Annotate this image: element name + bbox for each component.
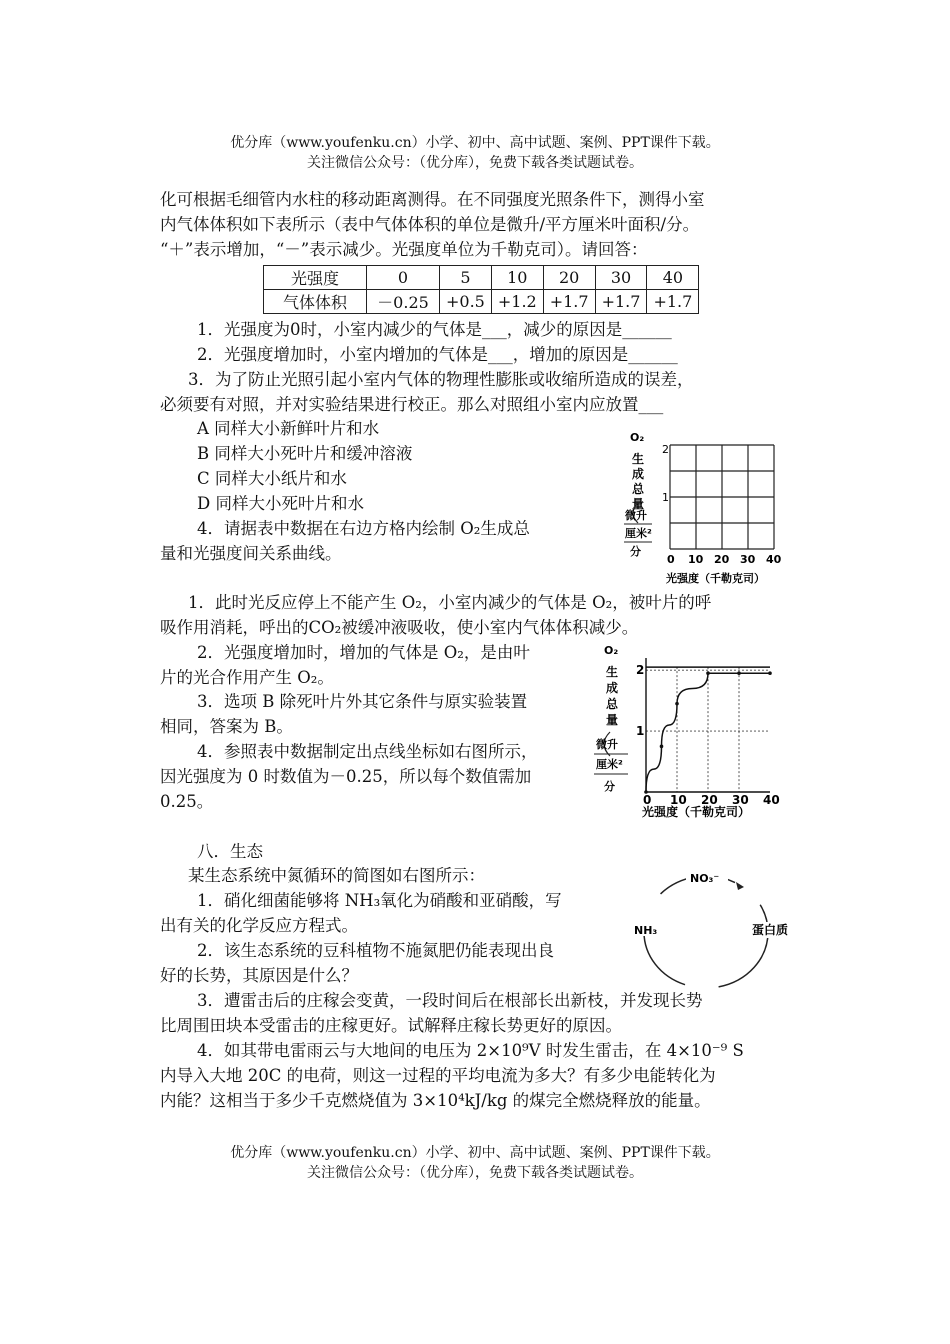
section-8-q3-line-1: 3．遭雷击后的庄稼会变黄，一段时间后在根部长出新枝，并发现长势	[197, 991, 703, 1010]
grid-y-label-top: O₂	[630, 431, 645, 444]
chart-point	[706, 671, 710, 675]
intro-line-3: “＋”表示增加，“－”表示减少。光强度单位为千勒克司）。请回答：	[160, 240, 648, 259]
grid-y-unit-2: 厘米²	[625, 527, 652, 540]
question-4-line-2: 量和光强度间关系曲线。	[160, 544, 342, 563]
option-d: D 同样大小死叶片和水	[197, 494, 364, 513]
chart-y-unit-3: 分	[604, 780, 615, 793]
answer-2-line-2: 片的光合作用产生 O₂。	[160, 668, 334, 687]
question-1: 1．光强度为0时，小室内减少的气体是___，减少的原因是______	[197, 320, 672, 339]
table-cell: 5	[440, 266, 492, 290]
table-row-light	[264, 266, 699, 290]
answer-2-line-1: 2．光强度增加时，增加的气体是 O₂，是由叶	[197, 643, 530, 662]
option-b: B 同样大小死叶片和缓冲溶液	[197, 444, 413, 463]
intro-line-2: 内气体体积如下表所示（表中气体体积的单位是微升/平方厘米叶面积/分。	[160, 215, 700, 234]
grid-y-char: 总	[632, 482, 645, 496]
table-cell: +1.2	[491, 290, 543, 314]
table-cell: 10	[491, 266, 543, 290]
chart-x-tick: 10	[670, 793, 687, 807]
question-2: 2．光强度增加时，小室内增加的气体是___，增加的原因是______	[197, 345, 678, 364]
answer-4-line-1: 4．参照表中数据制定出点线坐标如右图所示，	[197, 742, 538, 761]
section-8-q4-line-2: 内导入大地 20C 的电荷，则这一过程的平均电流为多大？有多少电能转化为	[160, 1066, 716, 1085]
intro-line-1: 化可根据毛细管内水柱的移动距离测得。在不同强度光照条件下，测得小室	[160, 190, 705, 209]
chart-point	[675, 702, 679, 706]
grid-x-tick: 30	[740, 553, 756, 566]
question-3-line-2: 必须要有对照，并对实验结果进行校正。那么对照组小室内应放置___	[160, 395, 664, 414]
option-c: C 同样大小纸片和水	[197, 469, 347, 488]
table-cell: －0.25	[367, 290, 440, 314]
grid-y-char: 生	[632, 452, 645, 466]
chart-x-tick: 0	[643, 793, 652, 807]
section-8-intro: 某生态系统中氮循环的简图如右图所示：	[188, 866, 485, 885]
table-cell: 30	[595, 266, 647, 290]
chart-y-tick: 1	[636, 724, 645, 739]
header-line-1: 优分库（www.youfenku.cn）小学、初中、高中试题、案例、PPT课件下载。	[230, 135, 720, 151]
section-8-q2-line-2: 好的长势，其原因是什么？	[160, 966, 358, 985]
section-8-q2-line-1: 2．该生态系统的豆科植物不施氮肥仍能表现出良	[197, 941, 554, 960]
chart-y-char: 量	[606, 713, 619, 727]
table-row-volume	[264, 290, 699, 314]
grid-x-tick: 10	[688, 553, 704, 566]
section-8-q4-line-1: 4．如其带电雷雨云与大地间的电压为 2×10⁹V 时发生雷击，在 4×10⁻⁹ S	[197, 1041, 744, 1060]
grid-y-tick: 1	[662, 491, 669, 504]
answer-1-line-1: 1．此时光反应停上不能产生 O₂，小室内减少的气体是 O₂，被叶片的呼	[188, 593, 712, 612]
table-cell: 光强度	[264, 266, 367, 290]
footer-line-2: 关注微信公众号：（优分库），免费下载各类试题试卷。	[307, 1165, 643, 1181]
chart-y-unit-1: 微升	[596, 738, 618, 751]
answer-3-line-1: 3．选项 B 除死叶片外其它条件与原实验装置	[197, 692, 528, 711]
answer-4-line-2: 因光强度为 0 时数值为－0.25，所以每个数值需加	[160, 767, 532, 786]
chart-x-tick: 30	[732, 793, 749, 807]
empty-grid-figure	[620, 425, 795, 590]
question-3-line-1: 3．为了防止光照引起小室内气体的物理性膨胀或收缩所造成的误差，	[188, 370, 694, 389]
section-8-q3-line-2: 比周围田块本受雷击的庄稼更好。试解释庄稼长势更好的原因。	[160, 1016, 622, 1035]
table-cell: 气体体积	[264, 290, 367, 314]
question-4-line-1: 4．请据表中数据在右边方格内绘制 O₂生成总	[197, 519, 530, 538]
chart-point	[768, 671, 772, 675]
o2-curve-chart	[590, 640, 780, 820]
cycle-node-ammonia: NH₃	[634, 924, 658, 937]
chart-y-char: 生	[606, 665, 619, 679]
cycle-node-protein: 蛋白质	[752, 923, 789, 937]
nitrogen-cycle-diagram	[628, 862, 798, 992]
grid-x-label: 光强度（千勒克司）	[666, 572, 765, 585]
chart-y-char: 成	[606, 681, 619, 695]
section-8-title: 八．生态	[197, 842, 263, 861]
option-a: A 同样大小新鲜叶片和水	[197, 419, 380, 438]
section-8-q1-line-1: 1．硝化细菌能够将 NH₃氧化为硝酸和亚硝酸，写	[197, 891, 562, 910]
section-8-q4-line-3: 内能？这相当于多少千克燃烧值为 3×10⁴kJ/kg 的煤完全燃烧释放的能量。	[160, 1091, 711, 1110]
section-8-q1-line-2: 出有关的化学反应方程式。	[160, 916, 358, 935]
answer-3-line-2: 相同，答案为 B。	[160, 717, 293, 736]
grid-y-char: 成	[632, 467, 645, 481]
answer-4-line-3: 0.25。	[160, 792, 214, 811]
chart-point	[737, 671, 741, 675]
grid-y-char: 量	[632, 497, 645, 511]
chart-x-tick: 40	[763, 793, 780, 807]
cycle-node-nitrate: NO₃⁻	[690, 872, 720, 885]
grid-x-tick: 20	[714, 553, 730, 566]
grid-x-tick: 40	[766, 553, 782, 566]
table-cell: 0	[367, 266, 440, 290]
grid-y-unit-3: 分	[630, 545, 641, 558]
chart-x-tick: 20	[701, 793, 718, 807]
table-cell: +1.7	[543, 290, 595, 314]
table-cell: 20	[543, 266, 595, 290]
grid-y-unit-1: 微升	[625, 509, 647, 522]
table-cell: +1.7	[595, 290, 647, 314]
chart-y-tick: 2	[636, 663, 645, 678]
chart-y-unit-2: 厘米²	[596, 758, 623, 771]
footer-line-1: 优分库（www.youfenku.cn）小学、初中、高中试题、案例、PPT课件下载。	[230, 1145, 720, 1161]
table-cell: 40	[647, 266, 699, 290]
grid-y-tick: 2	[662, 443, 669, 456]
table-cell: +0.5	[440, 290, 492, 314]
chart-x-label: 光强度（千勒克司）	[642, 805, 751, 819]
chart-point	[660, 745, 664, 749]
chart-y-label-top: O₂	[604, 644, 619, 657]
header-line-2: 关注微信公众号：（优分库），免费下载各类试题试卷。	[307, 155, 643, 171]
table-cell: +1.7	[647, 290, 699, 314]
data-table	[263, 265, 699, 314]
cycle-arrow	[736, 882, 744, 890]
grid-x-tick: 0	[667, 553, 675, 566]
answer-1-line-2: 吸作用消耗，呼出的CO₂被缓冲液吸收，使小室内气体体积减少。	[160, 618, 639, 637]
chart-y-char: 总	[606, 697, 619, 711]
